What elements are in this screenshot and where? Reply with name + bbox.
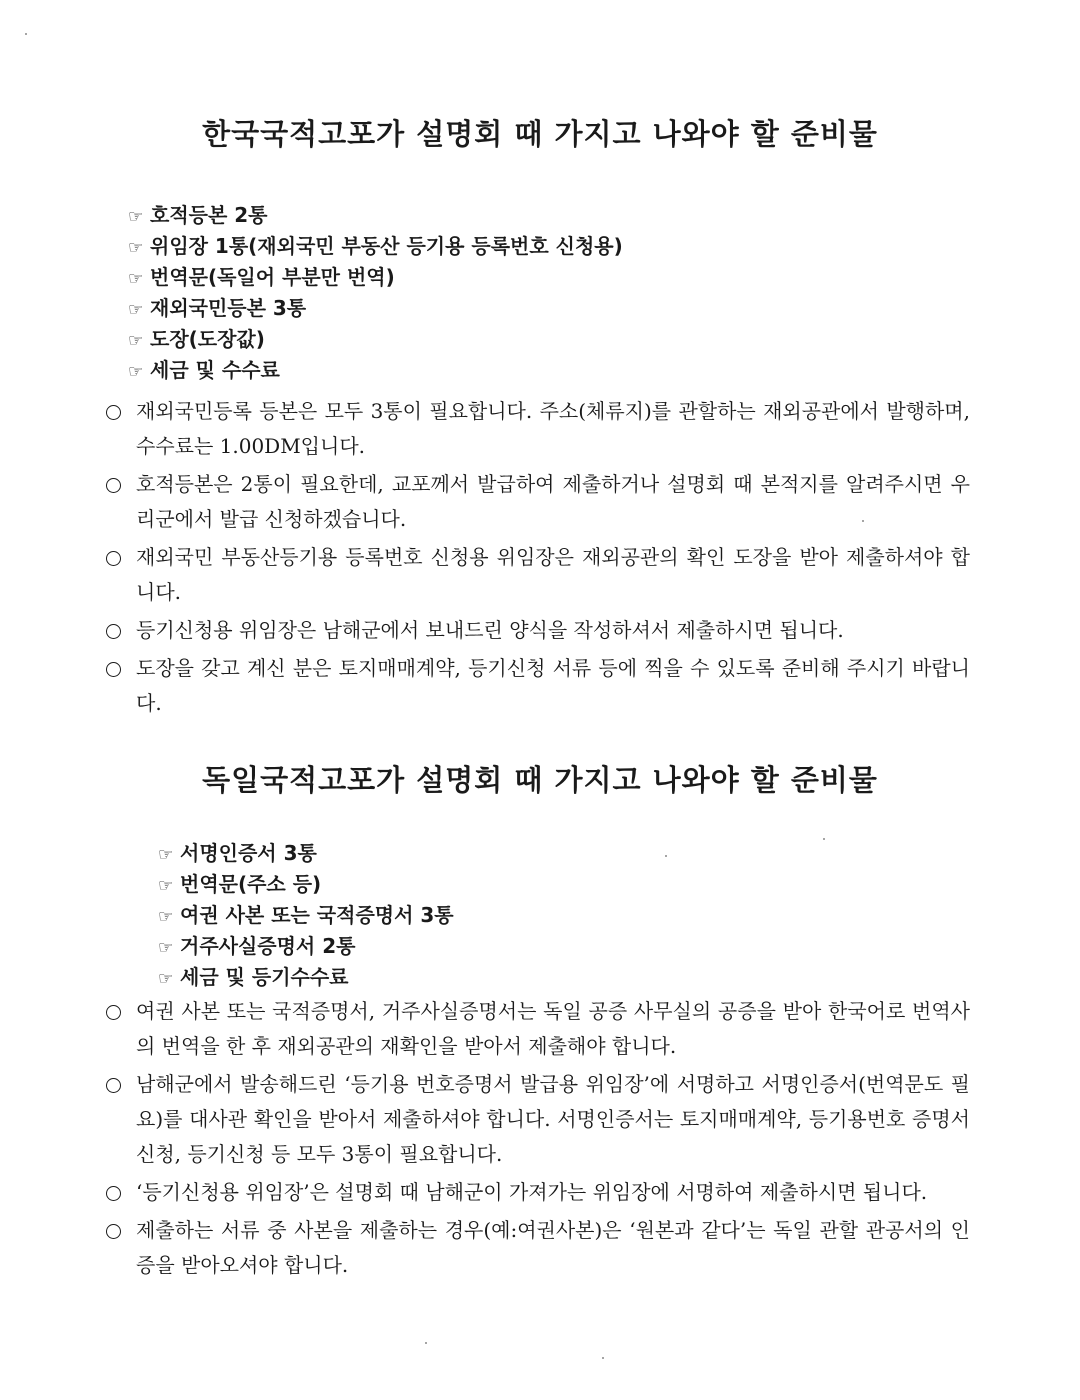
note-item <box>100 651 970 721</box>
checklist-item-label: 거주사실증명서 2통 <box>180 934 356 958</box>
pointing-hand-icon: ☞ <box>128 238 144 258</box>
checklist-item <box>158 900 454 931</box>
checklist-item-label: 재외국민등본 3통 <box>150 296 307 320</box>
korean-checklist <box>128 200 623 386</box>
note-item <box>100 994 970 1064</box>
checklist-item <box>128 262 623 293</box>
checklist-item-label: 서명인증서 3통 <box>180 841 317 865</box>
note-text: 도장을 갖고 계신 분은 토지매매계약, 등기신청 서류 등에 찍을 수 있도록 준비해 주시기 바랍니다. <box>136 656 970 715</box>
circle-bullet-icon <box>106 1186 121 1201</box>
circle-bullet-icon <box>106 551 121 566</box>
checklist-item <box>158 838 454 869</box>
circle-bullet-icon <box>106 478 121 493</box>
checklist-item <box>128 231 623 262</box>
note-text: 등기신청용 위임장은 남해군에서 보내드린 양식을 작성하셔서 제출하시면 됩니다. <box>136 618 844 642</box>
scan-speck <box>665 855 667 857</box>
german-section-title: 독일국적고포가 설명회 때 가지고 나와야 할 준비물 <box>202 763 878 797</box>
korean-notes <box>100 394 970 724</box>
checklist-item <box>128 200 623 231</box>
scan-speck <box>25 33 27 35</box>
scan-speck <box>823 838 825 840</box>
note-item <box>100 1213 970 1283</box>
checklist-item-label: 여권 사본 또는 국적증명서 3통 <box>180 903 454 927</box>
scan-speck <box>602 1357 604 1359</box>
note-text: 제출하는 서류 중 사본을 제출하는 경우(예:여권사본)은 ‘원본과 같다’는 독일 관할 관공서의 인증을 받아오셔야 합니다. <box>136 1218 970 1277</box>
checklist-item <box>128 324 623 355</box>
note-text: 남해군에서 발송해드린 ‘등기용 번호증명서 발급용 위임장’에 서명하고 서명인증서(번역문도 필요)를 대사관 확인을 받아서 제출하셔야 합니다. 서명인증서는 토지매매계약, 등기용번호 증명서 신청, 등기신청 등 모두 3통이 필요합니다. <box>136 1072 970 1166</box>
note-text: 재외국민등록 등본은 모두 3통이 필요합니다. 주소(체류지)를 관할하는 재외공관에서 발행하며, 수수료는 1.00DM입니다. <box>136 399 970 458</box>
note-text: 재외국민 부동산등기용 등록번호 신청용 위임장은 재외공관의 확인 도장을 받아 제출하셔야 합니다. <box>136 545 970 604</box>
pointing-hand-icon: ☞ <box>128 269 144 289</box>
note-item <box>100 394 970 464</box>
note-text: ‘등기신청용 위임장’은 설명회 때 남해군이 가져가는 위임장에 서명하여 제출하시면 됩니다. <box>136 1180 928 1204</box>
pointing-hand-icon: ☞ <box>158 907 174 927</box>
circle-bullet-icon <box>106 1005 121 1020</box>
korean-section-title: 한국국적고포가 설명회 때 가지고 나와야 할 준비물 <box>202 117 878 151</box>
checklist-item-label: 세금 및 등기수수료 <box>180 965 349 989</box>
note-text: 여권 사본 또는 국적증명서, 거주사실증명서는 독일 공증 사무실의 공증을 받아 한국어로 번역사의 번역을 한 후 재외공관의 재확인을 받아서 제출해야 합니다. <box>136 999 970 1058</box>
pointing-hand-icon: ☞ <box>128 300 144 320</box>
pointing-hand-icon: ☞ <box>128 207 144 227</box>
checklist-item <box>128 293 623 324</box>
note-item <box>100 1067 970 1172</box>
german-checklist <box>158 838 454 993</box>
circle-bullet-icon <box>106 662 121 677</box>
note-item <box>100 467 970 537</box>
scan-speck <box>862 520 864 522</box>
note-item <box>100 540 970 610</box>
note-item <box>100 1175 970 1210</box>
checklist-item-label: 번역문(독일어 부분만 번역) <box>150 265 395 289</box>
circle-bullet-icon <box>106 624 121 639</box>
checklist-item <box>158 869 454 900</box>
checklist-item-label: 번역문(주소 등) <box>180 872 322 896</box>
checklist-item-label: 위임장 1통(재외국민 부동산 등기용 등록번호 신청용) <box>150 234 623 258</box>
pointing-hand-icon: ☞ <box>158 876 174 896</box>
scan-speck <box>425 1342 427 1344</box>
checklist-item <box>128 355 623 386</box>
note-item <box>100 613 970 648</box>
pointing-hand-icon: ☞ <box>128 362 144 382</box>
circle-bullet-icon <box>106 405 121 420</box>
pointing-hand-icon: ☞ <box>158 938 174 958</box>
pointing-hand-icon: ☞ <box>158 969 174 989</box>
checklist-item-label: 호적등본 2통 <box>150 203 268 227</box>
circle-bullet-icon <box>106 1224 121 1239</box>
checklist-item-label: 도장(도장값) <box>150 327 265 351</box>
circle-bullet-icon <box>106 1078 121 1093</box>
pointing-hand-icon: ☞ <box>158 845 174 865</box>
note-text: 호적등본은 2통이 필요한데, 교포께서 발급하여 제출하거나 설명회 때 본적지를 알려주시면 우리군에서 발급 신청하겠습니다. <box>136 472 970 531</box>
checklist-item-label: 세금 및 수수료 <box>150 358 280 382</box>
checklist-item <box>158 931 454 962</box>
pointing-hand-icon: ☞ <box>128 331 144 351</box>
checklist-item <box>158 962 454 993</box>
german-notes <box>100 994 970 1286</box>
